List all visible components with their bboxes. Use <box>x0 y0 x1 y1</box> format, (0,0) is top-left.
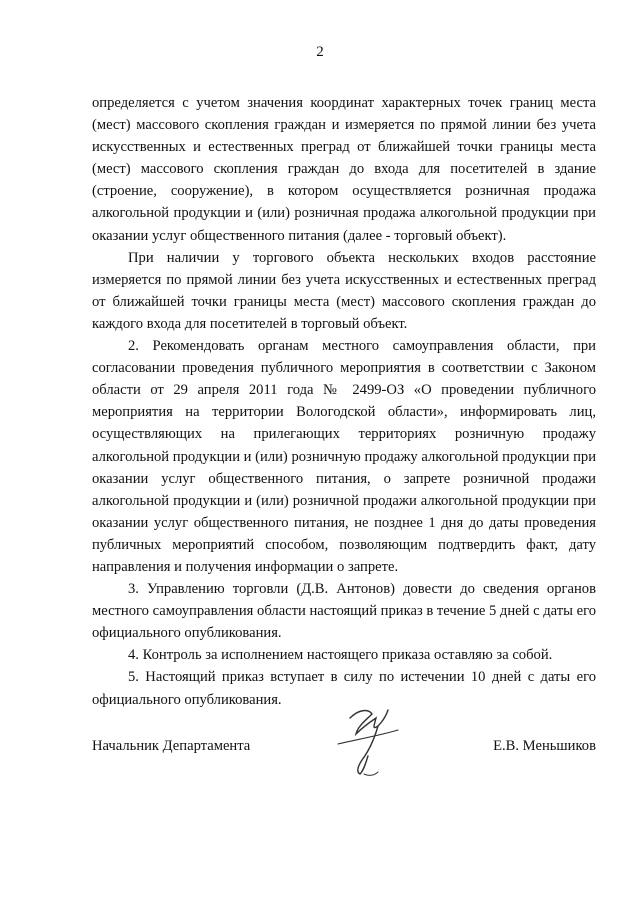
paragraph-multiple-entrances: При наличии у торгового объекта нескольких входов расстояние измеряется по прямой линии без учета искусственных и естественных преград от ближайшей точки границы места (мест) массового скопления граждан до каждого входа для посетителей в торговый объект. <box>92 249 596 332</box>
paragraph-continuation: определяется с учетом значения координат характерных точек границ места (мест) массового скопления граждан и измеряется по прямой линии без учета искусственных и естественных преград от ближайшей точки границы места (мест) массового скопления граждан до входа для посетителей в здание (строение, сооружение), в котором осуществляется розничная продажа алкогольной продукции и (или) розничная продажа алкогольной продукции при оказании услуг общественного питания (далее - торговый объект). <box>92 95 596 244</box>
paragraph-item-3: 3. Управлению торговли (Д.В. Антонов) довести до сведения органов местного самоуправления области настоящий приказ в течение 5 дней с даты его официального опубликования. <box>92 581 596 642</box>
paragraph-item-5: 5. Настоящий приказ вступает в силу по истечении 10 дней с даты его официального опубликования. <box>92 669 596 708</box>
signatory-name: Е.В. Меньшиков <box>493 738 596 754</box>
page-number: 2 <box>316 44 324 60</box>
signature-block <box>92 738 596 762</box>
paragraph-item-2: 2. Рекомендовать органам местного самоуправления области, при согласовании проведения публичного мероприятия в соответствии с Законом области от 29 апреля 2011 года № 2499-ОЗ «О проведении публичного мероприятия на территории Вологодской области», информировать лиц, осуществляющих на прилегающих территориях розничную продажу алкогольной продукции и (или) розничную продажу алкогольной продукции при оказании услуг общественного питания, о запрете розничной продажи алкогольной продукции и (или) розничной продажи алкогольной продукции при оказании услуг общественного питания, не позднее 1 дня до даты проведения публичных мероприятий способом, позволяющим подтвердить факт, дату направления и получения информации о запрете. <box>92 338 596 575</box>
paragraph-item-4: 4. Контроль за исполнением настоящего приказа оставляю за собой. <box>128 647 553 664</box>
signatory-title: Начальник Департамента <box>92 738 251 754</box>
document-body <box>92 92 596 711</box>
